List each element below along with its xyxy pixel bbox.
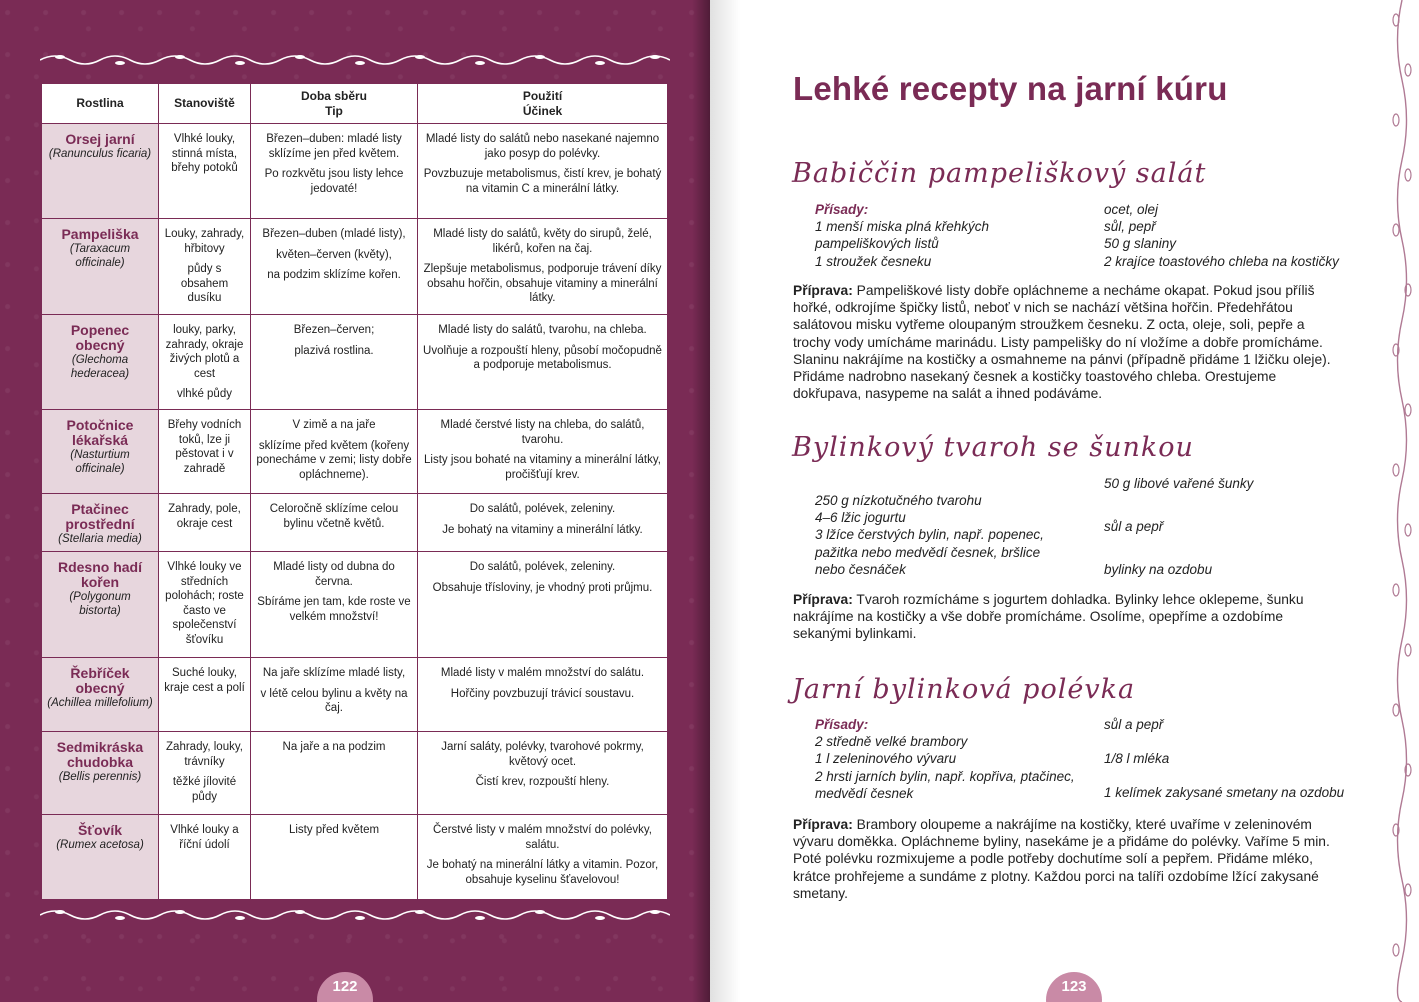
habitat-cell-text: vlhké půdy bbox=[177, 388, 232, 400]
plant-latin-name: (Glechoma hederacea) bbox=[70, 354, 130, 380]
page-number-right: 123 bbox=[1046, 972, 1102, 1002]
habitat-cell bbox=[159, 658, 251, 732]
plant-name-cell bbox=[42, 815, 159, 900]
prep-text: Brambory oloupeme a nakrájíme na kostičky, které uvaříme v zeleninovém vývaru doměkka. Opláchneme byliny, nasekáme je a přidáme do polévky. Vaříme 5 min. Poté polévku rozmixujeme a podle potřeby dochutíme solí a pepřem. Přidáme mléko, krátce prohřejeme a sundáme z plotny. Každou porci na talíři ozdobíme lžící zakysané smetany. bbox=[793, 817, 1330, 901]
ingredient-item: 1/8 l mléka bbox=[1104, 751, 1170, 767]
plant-name: Pampeliška bbox=[61, 226, 139, 242]
use-cell-text: Do salátů, polévek, zeleniny. bbox=[469, 503, 616, 515]
ingredient-item: 1 stroužek česneku bbox=[815, 253, 932, 269]
plant-name-cell bbox=[42, 732, 159, 815]
header-harvest-line1: Doba sběru bbox=[300, 88, 367, 103]
harvest-cell-text: Březen–duben (mladé listy), bbox=[262, 228, 406, 240]
ingredients-label: Přísady: bbox=[815, 717, 869, 732]
harvest-cell bbox=[251, 124, 418, 219]
ingredients-soup bbox=[815, 716, 1345, 806]
page-title: Lehké recepty na jarní kúru bbox=[793, 70, 1228, 107]
ingredient-item: 1 menší miska plná křehkých bbox=[815, 219, 990, 235]
use-cell-text: Mladé listy v malém množství do salátu. bbox=[440, 667, 645, 679]
plant-name-cell bbox=[42, 658, 159, 732]
plant-name: Rdesno hadí kořen bbox=[57, 559, 142, 590]
harvest-cell bbox=[251, 219, 418, 315]
plant-latin-name: (Taraxacum officinale) bbox=[69, 243, 131, 269]
harvest-cell-text: na podzim sklízíme kořen. bbox=[267, 269, 401, 281]
table-row bbox=[42, 552, 668, 658]
plant-name: Ptačinec prostřední bbox=[65, 501, 135, 532]
harvest-cell-text: plazivá rostlina. bbox=[294, 344, 374, 357]
use-cell bbox=[418, 494, 668, 552]
ingredient-item: 50 g slaniny bbox=[1104, 236, 1177, 252]
harvest-cell-text: Březen–duben: mladé listy sklízíme jen před květem. bbox=[266, 133, 402, 160]
habitat-cell-text: louky, parky, zahrady, okraje živých plotů a cest bbox=[165, 324, 244, 380]
habitat-cell-text: půdy s obsahem dusíku bbox=[180, 263, 229, 304]
harvest-cell bbox=[251, 552, 418, 658]
harvest-cell bbox=[251, 815, 418, 900]
plant-name: Popenec obecný bbox=[70, 322, 130, 353]
habitat-cell bbox=[159, 732, 251, 815]
table-row bbox=[42, 410, 668, 494]
habitat-cell-text: Vlhké louky, stinná místa, břehy potoků bbox=[171, 133, 238, 174]
table-row bbox=[42, 494, 668, 552]
ingredient-item: sůl, pepř bbox=[1104, 219, 1156, 235]
habitat-cell-text: Suché louky, kraje cest a polí bbox=[164, 667, 245, 694]
table-row bbox=[42, 732, 668, 815]
prep-text: Tvaroh rozmícháme s jogurtem dohladka. Bylinky lehce oklepeme, šunku nakrájíme na kostičky a vše dobře promícháme. Osolíme, opepříme a ozdobíme sekanými bylinkami. bbox=[793, 592, 1304, 642]
ingredient-item: 4–6 lžic jogurtu bbox=[815, 510, 906, 526]
vine-border-top bbox=[40, 52, 670, 68]
use-cell-text: Mladé listy do salátů, květy do sirupů, želé, likérů, kořen na čaj. bbox=[433, 228, 652, 255]
ingredient-item: sůl a pepř bbox=[1104, 717, 1164, 732]
use-cell-text: Je bohatý na minerální látky a vitamin. Pozor, obsahuje kyselinu šťavelovou! bbox=[426, 859, 659, 886]
vine-border-bottom bbox=[40, 907, 670, 923]
habitat-cell-text: Vlhké louky a říční údolí bbox=[170, 824, 239, 851]
habitat-cell-text: Louky, zahrady, hřbitovy bbox=[164, 228, 245, 255]
harvest-cell-text: v létě celou bylinu a květy na čaj. bbox=[260, 687, 408, 714]
habitat-cell-text: Vlhké louky ve středních polohách; roste často ve společenství šťovíku bbox=[165, 561, 244, 646]
habitat-cell bbox=[159, 494, 251, 552]
harvest-cell-text: květen–červen (květy), bbox=[276, 248, 392, 261]
use-cell bbox=[418, 732, 668, 815]
use-cell-text: Mladé listy do salátů, tvarohu, na chleba. bbox=[438, 324, 647, 336]
header-use bbox=[418, 84, 668, 124]
header-harvest bbox=[251, 84, 418, 124]
use-cell-text: Je bohatý na vitaminy a minerální látky. bbox=[442, 523, 643, 536]
plant-latin-name: (Achillea millefolium) bbox=[47, 697, 153, 709]
ingredient-item: medvědí česnek bbox=[815, 785, 914, 801]
page-number-left: 122 bbox=[317, 972, 373, 1002]
plant-name: Šťovík bbox=[77, 822, 123, 838]
harvest-cell-text: Na jaře sklízíme mladé listy, bbox=[262, 667, 406, 679]
ingredients-col2 bbox=[1104, 716, 1344, 802]
prep-label: Příprava: bbox=[793, 592, 853, 607]
header-habitat: Stanoviště bbox=[159, 84, 251, 124]
habitat-cell bbox=[159, 552, 251, 658]
plant-name: Potočnice lékařská bbox=[66, 417, 134, 448]
prep-label: Příprava: bbox=[793, 283, 853, 298]
plant-name: Sedmikráska chudobka bbox=[56, 739, 144, 770]
ingredients-col1 bbox=[815, 201, 1105, 270]
prep-label: Příprava: bbox=[793, 817, 853, 832]
use-cell-text: Listy jsou bohaté na vitaminy a minerální látky, pročišťují krev. bbox=[424, 454, 661, 481]
recipe-title-soup: Jarní bylinková polévka bbox=[792, 674, 1136, 705]
use-cell bbox=[418, 410, 668, 494]
harvest-cell-text: V zimě a na jaře bbox=[292, 419, 376, 431]
plant-name-cell bbox=[42, 219, 159, 315]
habitat-cell bbox=[159, 410, 251, 494]
ingredients-col1 bbox=[815, 716, 1105, 802]
ingredient-item: nebo česnáček bbox=[815, 561, 906, 577]
use-cell-text: Čerstvé listy v malém množství do polévky, salátu. bbox=[433, 824, 652, 851]
habitat-cell-text: těžké jílovité půdy bbox=[172, 776, 237, 803]
habitat-cell-text: Zahrady, louky, trávníky bbox=[166, 741, 243, 768]
plant-name-cell bbox=[42, 410, 159, 494]
harvest-cell-text: Mladé listy od dubna do června. bbox=[273, 561, 395, 588]
ingredients-salad bbox=[815, 201, 1339, 271]
use-cell-text: Do salátů, polévek, zeleniny. bbox=[469, 561, 616, 573]
use-cell-text: Mladé čerstvé listy na chleba, do salátů, tvarohu. bbox=[440, 419, 645, 446]
recipe-title-salad: Babiččin pampeliškový salát bbox=[792, 158, 1207, 189]
use-cell bbox=[418, 315, 668, 410]
use-cell-text: Zlepšuje metabolismus, podporuje trávení díky obsahu hořčin, obsahuje vitaminy a minerální látky. bbox=[423, 263, 662, 304]
habitat-cell-text: Břehy vodních toků, lze ji pěstovat i v zahradě bbox=[167, 419, 242, 475]
preparation-salad bbox=[793, 282, 1338, 402]
plant-latin-name: (Rumex acetosa) bbox=[56, 839, 144, 851]
ingredients-col1 bbox=[815, 475, 1105, 578]
plant-name: Řebříček obecný bbox=[70, 665, 130, 696]
use-cell-text: Uvolňuje a rozpouští hleny, působí močopudně a podporuje metabolismus. bbox=[423, 344, 662, 371]
use-cell-text: Povzbuzuje metabolismus, čistí krev, je bohatý na vitamin C a minerální látky. bbox=[423, 168, 662, 195]
prep-text: Pampeliškové listy dobře opláchneme a necháme okapat. Pokud jsou příliš hořké, odkrojíme špičky listů, neboť v nich se nachází většina hořčin. Předehřátou salátovou misku vytřeme oloupaným stroužkem česneku. Z octa, oleje, soli, pepře a trochy vody umícháme marinádu. Listy pampelišky do ní vložíme a dobře promícháme. Slaninu nakrájíme na kostičky a osmahneme na pánvi (případně přidáme 1 lžičku oleje). Přidáme nadrobno nasekaný česnek a kostičky toastového chleba. Orestujeme dokřupava, nasypeme na salát a ihned podáváme. bbox=[793, 283, 1331, 402]
harvest-cell-text: sklízíme před květem (kořeny ponecháme v zemi; listy dobře opláchneme). bbox=[256, 439, 412, 481]
habitat-cell bbox=[159, 815, 251, 900]
harvest-cell bbox=[251, 315, 418, 410]
header-plant: Rostlina bbox=[42, 84, 159, 124]
use-cell bbox=[418, 219, 668, 315]
table-row bbox=[42, 219, 668, 315]
plant-latin-name: (Nasturtium officinale) bbox=[70, 449, 130, 475]
harvest-cell bbox=[251, 658, 418, 732]
ingredient-item: 50 g libové vařené šunky bbox=[1104, 476, 1254, 491]
spine-shadow bbox=[692, 0, 710, 1002]
use-cell-text: Jarní saláty, polévky, tvarohové pokrmy, květový ocet. bbox=[441, 741, 644, 768]
gutter-shadow bbox=[710, 0, 740, 1002]
ingredient-item: pažitka nebo medvědí česnek, bršlice bbox=[815, 544, 1041, 560]
table-row bbox=[42, 315, 668, 410]
plant-name-cell bbox=[42, 124, 159, 219]
plant-name-cell bbox=[42, 315, 159, 410]
preparation-cheese bbox=[793, 591, 1338, 643]
ingredient-item: 2 středně velké brambory bbox=[815, 734, 968, 750]
harvest-cell-text: Sbíráme jen tam, kde roste ve velkém množství! bbox=[257, 596, 411, 623]
use-cell bbox=[418, 552, 668, 658]
harvest-cell-text: Listy před květem bbox=[288, 824, 380, 836]
use-cell bbox=[418, 815, 668, 900]
habitat-cell bbox=[159, 315, 251, 410]
preparation-soup bbox=[793, 816, 1338, 902]
habitat-cell bbox=[159, 219, 251, 315]
recipe-title-cheese: Bylinkový tvaroh se šunkou bbox=[792, 432, 1194, 463]
ingredient-item: 2 hrsti jarních bylin, např. kopřiva, ptačinec, bbox=[815, 768, 1075, 784]
header-use-line1: Použití bbox=[522, 88, 563, 103]
use-cell-text: Obsahuje třísloviny, je vhodný proti průjmu. bbox=[432, 581, 653, 594]
ingredient-item: 1 kelímek zakysané smetany na ozdobu bbox=[1104, 785, 1345, 801]
ingredient-item: sůl a pepř bbox=[1104, 519, 1164, 535]
harvest-cell-text: Na jaře a na podzim bbox=[282, 741, 386, 753]
use-cell bbox=[418, 124, 668, 219]
ingredient-item: ocet, olej bbox=[1104, 202, 1159, 217]
ingredient-item: pampeliškových listů bbox=[815, 236, 939, 252]
table-row bbox=[42, 658, 668, 732]
table-row bbox=[42, 124, 668, 219]
use-cell bbox=[418, 658, 668, 732]
vine-decoration-right bbox=[1389, 0, 1415, 1002]
ingredients-label: Přísady: bbox=[815, 202, 869, 217]
harvest-cell bbox=[251, 410, 418, 494]
plant-latin-name: (Ranunculus ficaria) bbox=[48, 148, 152, 160]
harvest-cell bbox=[251, 494, 418, 552]
plant-latin-name: (Polygonum bistorta) bbox=[69, 591, 131, 617]
harvest-cell-text: Březen–červen; bbox=[293, 324, 375, 336]
ingredients-col2 bbox=[1104, 475, 1344, 579]
use-cell-text: Čistí krev, rozpouští hleny. bbox=[475, 776, 610, 788]
plant-latin-name: (Bellis perennis) bbox=[58, 771, 142, 783]
habitat-cell-text: Zahrady, pole, okraje cest bbox=[168, 503, 241, 530]
right-page bbox=[710, 0, 1419, 1002]
ingredients-col2 bbox=[1104, 201, 1344, 270]
use-cell-text: Mladé listy do salátů nebo nasekané najemno jako posyp do polévky. bbox=[425, 133, 660, 160]
ingredient-item: bylinky na ozdobu bbox=[1104, 562, 1213, 578]
harvest-cell-text: Celoročně sklízíme celou bylinu včetně květů. bbox=[269, 503, 399, 530]
plant-name: Orsej jarní bbox=[65, 131, 135, 147]
harvest-cell-text: Po rozkvětu jsou listy lehce jedovaté! bbox=[264, 168, 404, 195]
harvest-cell bbox=[251, 732, 418, 815]
table-header-row bbox=[42, 84, 668, 124]
header-use-line2: Účinek bbox=[522, 103, 563, 118]
plant-latin-name: (Stellaria media) bbox=[58, 533, 142, 545]
use-cell-text: Hořčiny povzbuzují trávicí soustavu. bbox=[450, 687, 635, 700]
header-harvest-line2: Tip bbox=[325, 103, 343, 118]
ingredients-cheese bbox=[815, 475, 1335, 578]
ingredient-item: 250 g nízkotučného tvarohu bbox=[815, 493, 982, 508]
ingredient-item: 2 krajíce toastového chleba na kostičky bbox=[1104, 253, 1339, 269]
plant-name-cell bbox=[42, 552, 159, 658]
plant-name-cell bbox=[42, 494, 159, 552]
table-row bbox=[42, 815, 668, 900]
ingredient-item: 3 lžíce čerstvých bylin, např. popenec, bbox=[815, 527, 1044, 543]
habitat-cell bbox=[159, 124, 251, 219]
plants-table bbox=[41, 83, 668, 900]
ingredient-item: 1 l zeleninového vývaru bbox=[815, 751, 957, 767]
plant-rows bbox=[42, 124, 668, 900]
